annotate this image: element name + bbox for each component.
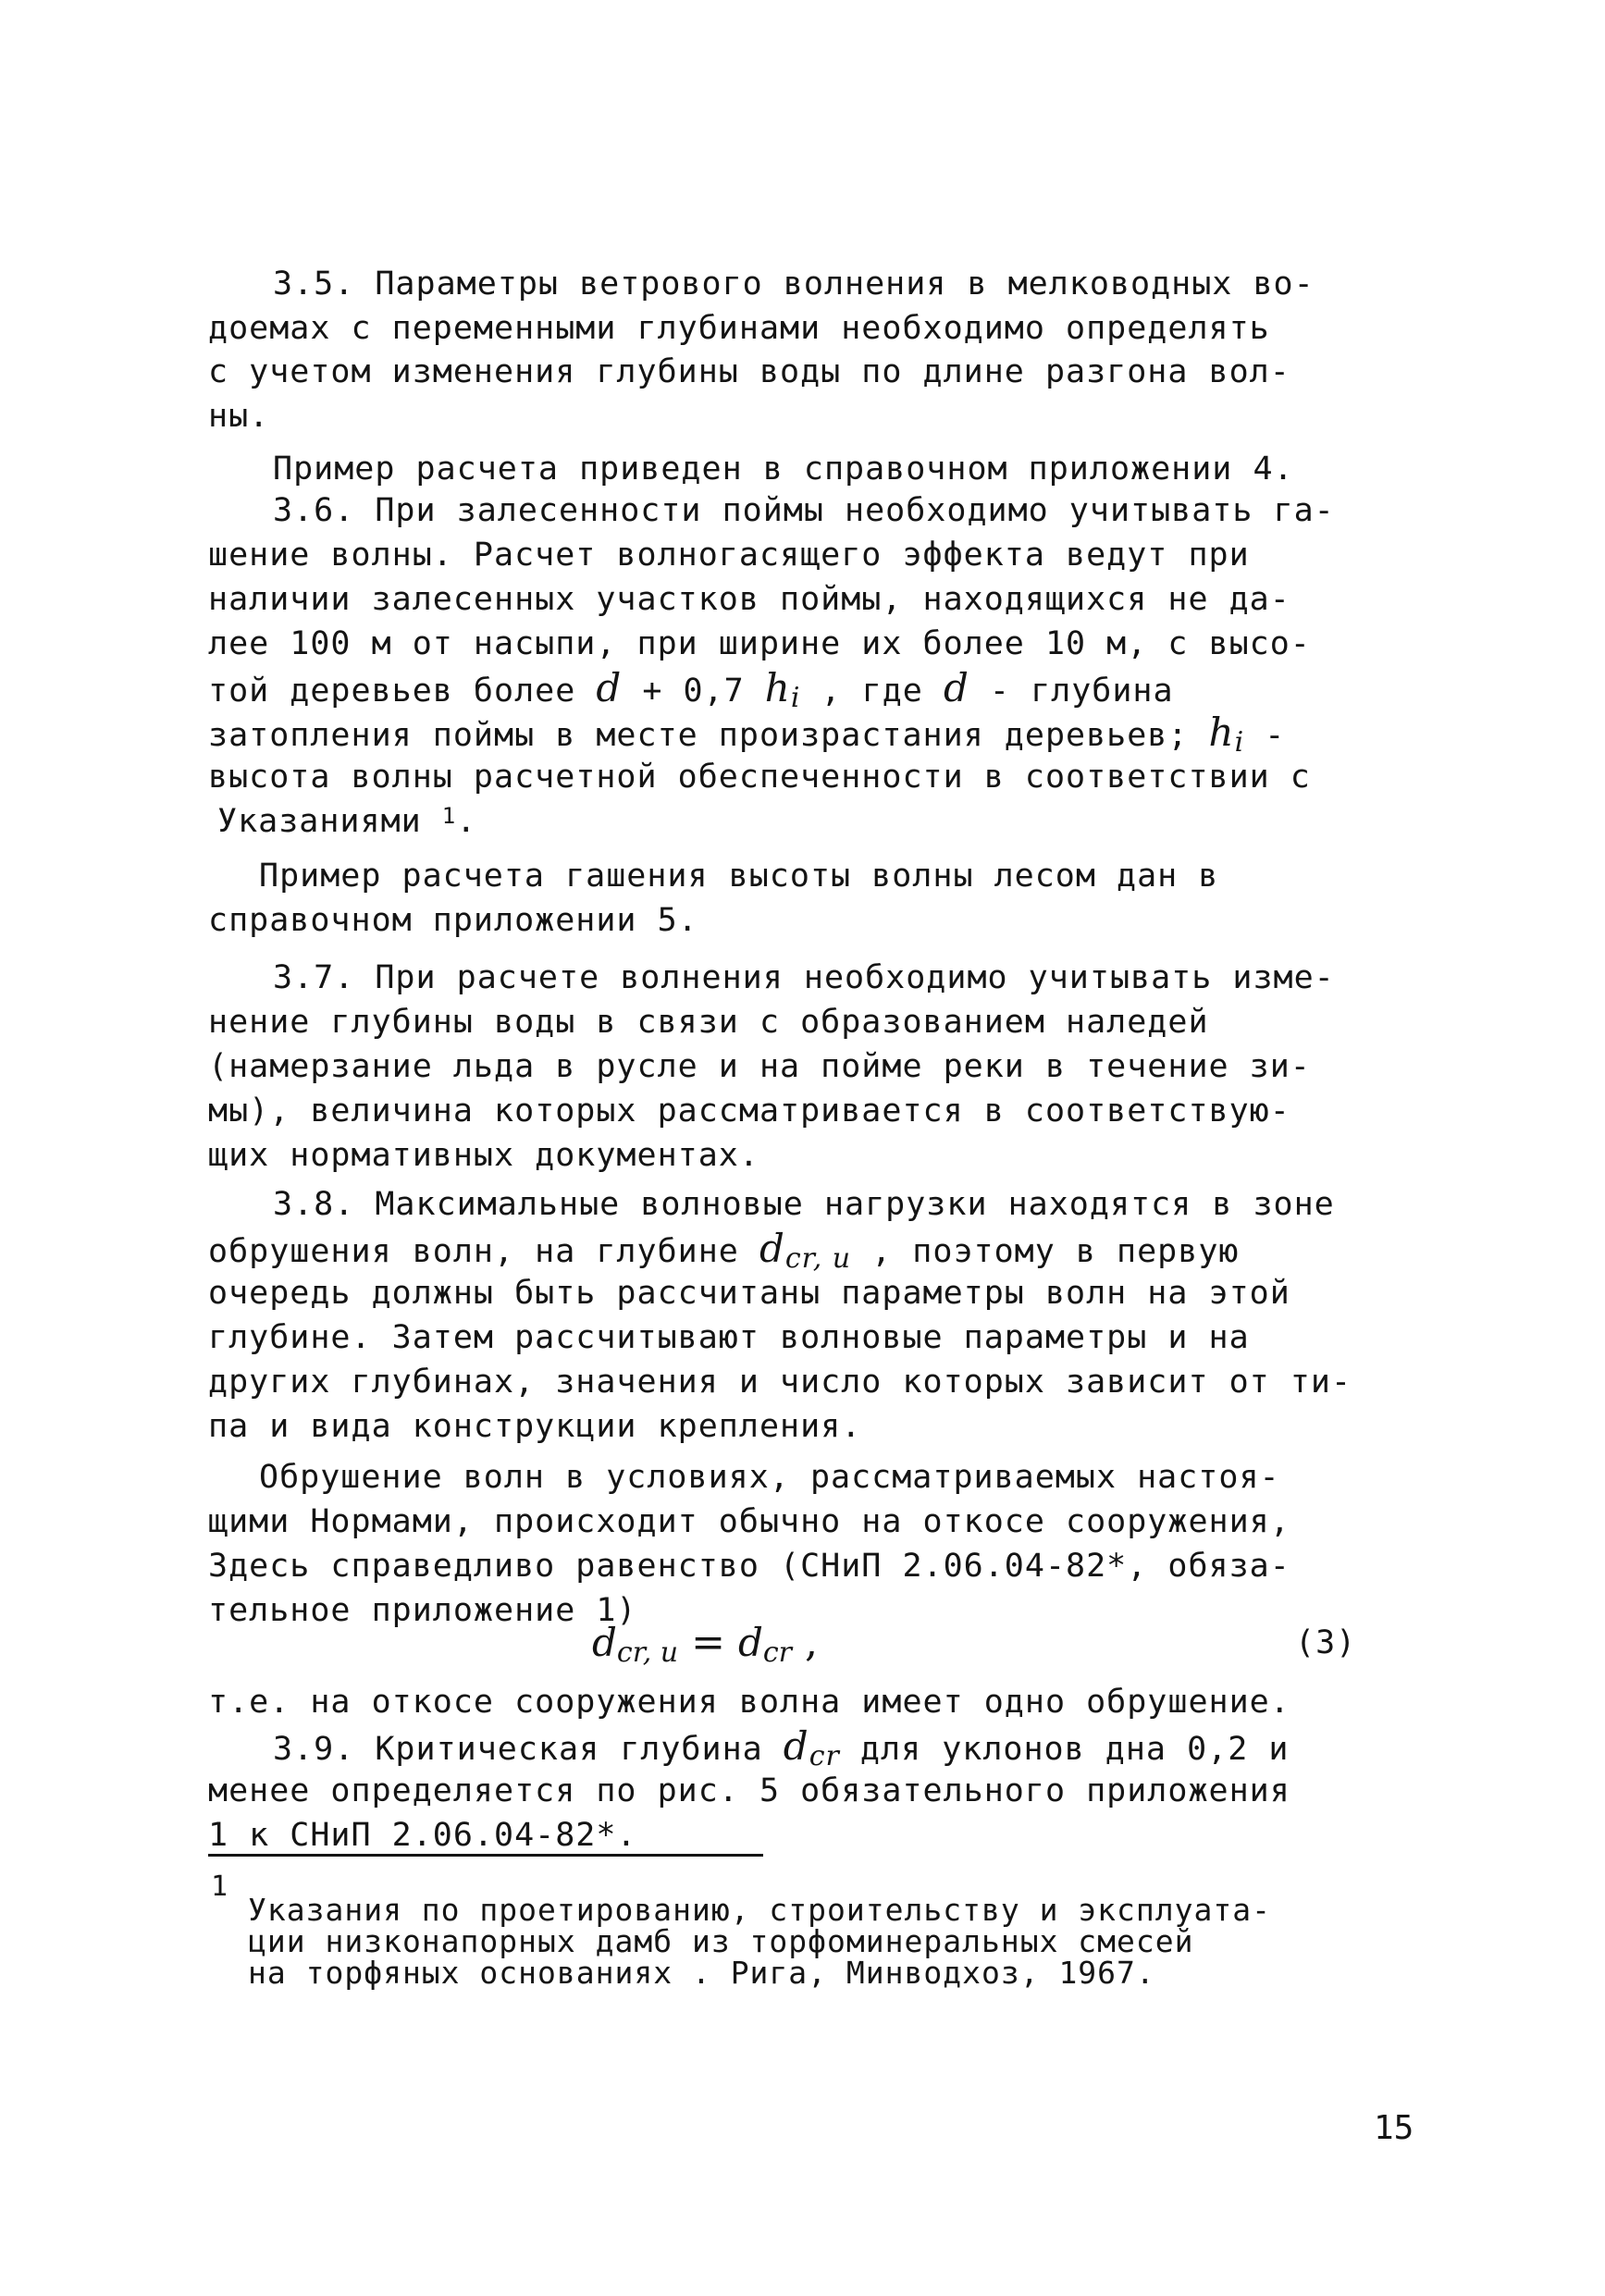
- p37-line-5: щих нормативных документах.: [208, 1137, 759, 1174]
- p35-line-4: ны.: [208, 398, 270, 435]
- p36-example-line-2: справочном приложении 5.: [208, 902, 698, 939]
- p35-line-3: с учетом изменения глубины воды по длине разгона вол-: [208, 353, 1290, 390]
- p36-line-8: Указаниями $^1$.: [217, 803, 477, 840]
- equation-number: (3): [1295, 1624, 1357, 1661]
- p35-example: Пример расчета приведен в справочном приложении 4.: [273, 451, 1294, 488]
- footnote-line-2: ции низконапорных дамб из торфоминеральных смесей: [248, 1923, 1194, 1959]
- var-d: d: [943, 665, 969, 710]
- p36-line-7: высота волны расчетной обеспеченности в соответствии с: [208, 759, 1311, 796]
- p38-line-6: па и вида конструкции крепления.: [208, 1408, 862, 1445]
- p37-line-1: 3.7. При расчете волнения необходимо учитывать изме-: [273, 959, 1335, 996]
- var-d-cr-u: $d_{cr, u}$: [759, 1226, 852, 1275]
- p36-line-2: шение волны. Расчет волногасящего эффекта ведут при: [208, 537, 1250, 574]
- p36-line-4: лее 100 м от насыпи, при ширине их более 10 м, с высо-: [208, 625, 1311, 662]
- var-d-cr: $d_{cr}$: [783, 1723, 840, 1772]
- var-h-i: $h_i$: [1208, 710, 1245, 759]
- p38-line-1: 3.8. Максимальные волновые нагрузки находятся в зоне: [273, 1186, 1335, 1223]
- p36-line-5: той деревьев более d + 0,7 $h_i$ , где d - глубина: [208, 665, 1174, 714]
- var-d: d: [596, 665, 623, 710]
- p36-line-3: наличии залесенных участков поймы, находящихся не да-: [208, 581, 1290, 618]
- eq-lhs: $d_{cr, u}$: [592, 1620, 679, 1669]
- page-number: 15: [1374, 2109, 1414, 2147]
- p38b-line-4: тельное приложение 1): [208, 1592, 637, 1629]
- p38-line-3: очередь должны быть рассчитаны параметры волн на этой: [208, 1275, 1290, 1312]
- footnote-line-3: на торфяных основаниях . Рига, Минводхоз, 1967.: [248, 1955, 1155, 1991]
- p39-line-3: 1 к СНиП 2.06.04-82*.: [208, 1817, 637, 1854]
- footnote-ref: 1: [441, 803, 457, 829]
- footnote-separator: [208, 1854, 763, 1857]
- footnote-line-1: Указания по проетированию, строительству и эксплуата-: [248, 1892, 1271, 1928]
- p35-line-1: 3.5. Параметры ветрового волнения в мелководных во-: [273, 265, 1315, 302]
- p37-line-3: (намерзание льда в русле и на пойме реки в течение зи-: [208, 1048, 1311, 1085]
- p36-example-line-1: Пример расчета гашения высоты волны лесом дан в: [259, 858, 1219, 895]
- p38-line-4: глубине. Затем рассчитывают волновые параметры и на: [208, 1319, 1250, 1356]
- var-h-i: $h_i$: [764, 665, 801, 714]
- p38b-line-3: Здесь справедливо равенство (СНиП 2.06.04-82*, обяза-: [208, 1548, 1290, 1585]
- equation-3: $d_{cr, u} = d_{cr}$ ,: [592, 1619, 819, 1669]
- p36-line-6: затопления поймы в месте произрастания деревьев; $h_i$ -: [208, 710, 1286, 759]
- eq-rhs: $d_{cr}$: [737, 1620, 793, 1669]
- p36-line-1: 3.6. При залесенности поймы необходимо учитывать га-: [273, 492, 1335, 529]
- p38-line-5: других глубинах, значения и число которых зависит от ти-: [208, 1364, 1352, 1401]
- p39-line-2: менее определяется по рис. 5 обязательного приложения: [208, 1772, 1290, 1809]
- p39-line-1: 3.9. Критическая глубина $d_{cr}$ для уклонов дна 0,2 и: [273, 1723, 1290, 1772]
- p38c-line: т.е. на откосе сооружения волна имеет одно обрушение.: [208, 1684, 1290, 1721]
- p38b-line-2: щими Нормами, происходит обычно на откосе сооружения,: [208, 1503, 1290, 1540]
- p35-line-2: доемах с переменными глубинами необходимо определять: [208, 310, 1270, 347]
- p37-line-4: мы), величина которых рассматривается в соответствую-: [208, 1092, 1290, 1129]
- p38b-line-1: Обрушение волн в условиях, рассматриваемых настоя-: [259, 1459, 1280, 1496]
- footnote-marker: 1: [211, 1870, 229, 1903]
- p37-line-2: нение глубины воды в связи с образованием наледей: [208, 1004, 1209, 1041]
- p38-line-2: обрушения волн, на глубине $d_{cr, u}$ , поэтому в первую: [208, 1226, 1240, 1275]
